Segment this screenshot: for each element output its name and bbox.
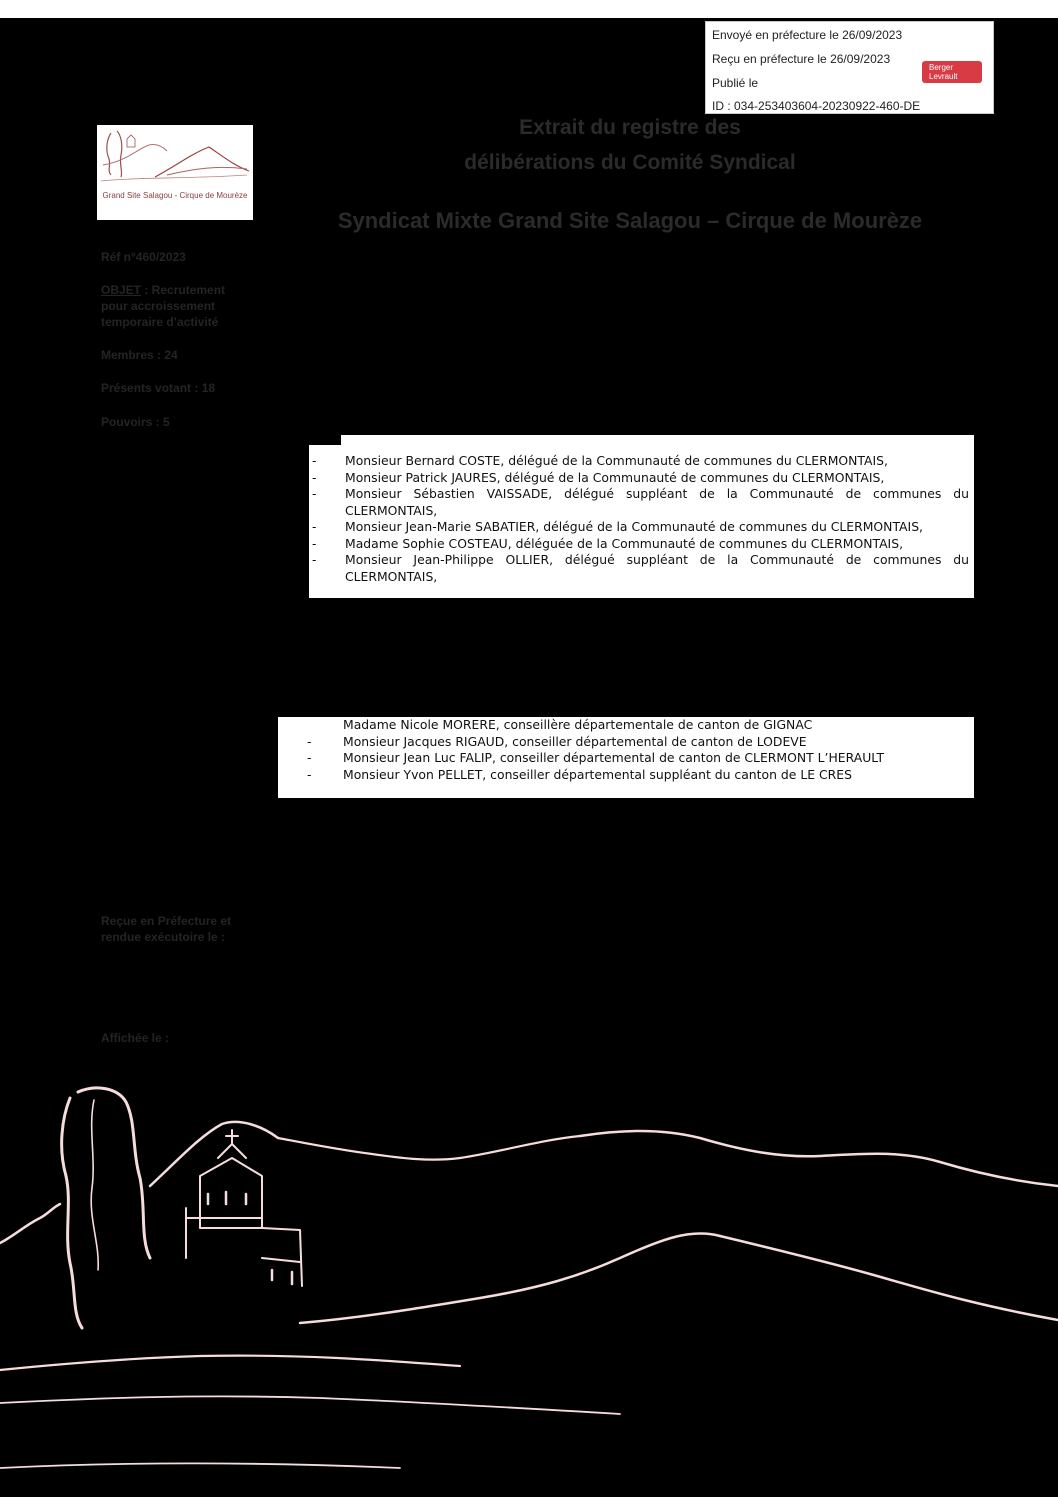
list-item-text: Monsieur Patrick JAURES, délégué de la Communauté de communes du CLERMONTAIS, [345,469,885,485]
berger-levrault-logo [922,61,982,83]
list-item-continuation: CLERMONTAIS, [345,502,438,518]
councillors-list [278,717,974,798]
list-dash: - [312,469,317,485]
list-dash: - [307,733,312,749]
list-item-text: Monsieur Sébastien VAISSADE, délégué suppléant de la Communauté de communes du [345,486,969,501]
stamp-sent-date: Envoyé en préfecture le 26/09/2023 [712,28,903,42]
brand-line: Levrault [929,72,958,81]
list-dash: - [312,519,317,534]
list-item [309,552,974,585]
list-item [309,453,974,470]
object-block [101,282,253,330]
brand-line: Berger [929,63,954,72]
list-dash: - [307,766,312,782]
list-dash: - [312,535,317,551]
landscape-sketch-illustration [0,1058,1058,1497]
posted-date-label: Affichée le : [101,1031,170,1045]
document-page [0,18,1058,1497]
list-dash: - [312,453,317,468]
document-title: Extrait du registre des [519,116,741,139]
list-item [309,519,974,536]
list-item [278,767,974,784]
object-label: OBJET [101,283,142,297]
list-item [309,486,974,519]
list-item [278,750,974,767]
grand-site-logo [97,125,253,220]
list-item-text: Monsieur Jean Luc FALIP, conseiller départemental de canton de CLERMONT L’HERAULT [343,750,885,765]
delegates-list [309,445,974,598]
prefecture-receipt-label: Reçue en Préfecture et rendue exécutoire le : [101,914,232,944]
stamp-published: Publié le [712,76,759,90]
list-dash: - [312,552,317,567]
document-subtitle: délibérations du Comité Syndical [464,151,796,174]
list-item-text: Monsieur Jacques RIGAUD, conseiller départemental de canton de LODEVE [343,733,807,749]
organization-name: Syndicat Mixte Grand Site Salagou – Cirque de Mourèze [337,208,923,233]
proxies-count: Pouvoirs : 5 [101,415,170,429]
list-item [309,470,974,487]
logo-caption: Grand Site Salagou - Cirque de Mourèze [102,191,248,200]
list-item-text: Madame Sophie COSTEAU, déléguée de la Communauté de communes du CLERMONTAIS, [345,535,904,551]
reference-number: Réf n°460/2023 [101,250,186,264]
list-item-text: Monsieur Jean-Philippe OLLIER, délégué suppléant de la Communauté de communes du [345,552,969,567]
stamp-id: ID : 034-253403604-20230922-460-DE [712,99,921,113]
list-item [309,536,974,553]
list-dash: - [312,486,317,501]
delegates-box-tab [341,435,974,445]
list-item-text: Monsieur Jean-Marie SABATIER, délégué de la Communauté de communes du CLERMONTAIS, [345,519,923,534]
present-voting-count: Présents votant : 18 [101,381,216,395]
list-item-continuation: CLERMONTAIS, [345,568,438,584]
list-item-text: Monsieur Yvon PELLET, conseiller départemental suppléant du canton de LE CRES [343,766,852,782]
list-item [278,734,974,751]
stamp-received-date: Reçu en préfecture le 26/09/2023 [712,52,891,66]
object-text: : Recrutement pour accroissement temporaire d’activité [101,283,226,329]
list-item [278,717,974,734]
members-count: Membres : 24 [101,348,178,362]
prefecture-stamp [705,21,994,114]
logo-landscape-drawing [97,125,253,220]
list-item-text: Monsieur Bernard COSTE, délégué de la Communauté de communes du CLERMONTAIS, [345,453,888,468]
list-item-text: Madame Nicole MORERE, conseillère départementale de canton de GIGNAC [343,717,813,732]
list-dash: - [307,750,312,765]
